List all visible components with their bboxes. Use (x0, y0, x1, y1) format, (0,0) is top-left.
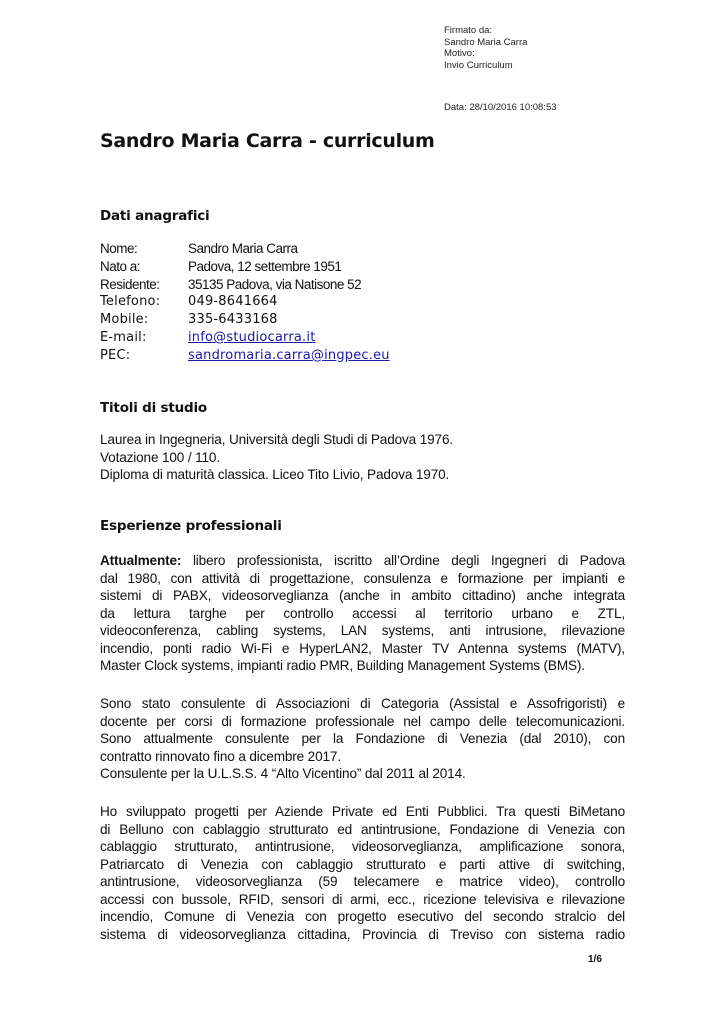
row-label: Nome: (100, 241, 138, 256)
paragraph-line: incendio, Comune di Venezia con progetto esecutivo del secondo stralcio del (100, 909, 625, 924)
row-mobile (100, 311, 390, 329)
row-value: Sandro Maria Carra (188, 241, 298, 256)
education-line: Votazione 100 / 110. (100, 449, 220, 465)
experience-paragraph-2 (100, 695, 625, 783)
signature-date: Data: 28/10/2016 10:08:53 (444, 102, 557, 113)
row-value: Padova, 12 settembre 1951 (188, 258, 342, 274)
page-title: Sandro Maria Carra - curriculum (100, 130, 435, 152)
paragraph-line: antintrusione, videosorveglianza (59 telecamere e matrice video), controllo (100, 874, 625, 889)
personal-data-table (100, 240, 390, 365)
row-label: PEC: (100, 347, 131, 363)
paragraph-line: sistema di videosorveglianza cittadina, Provincia di Treviso con sistema radio (100, 926, 625, 942)
pec-link[interactable]: sandromaria.carra@ingpec.eu (188, 347, 390, 363)
paragraph-line: incendio, ponti radio Wi-Fi e HyperLAN2, Master TV Antenna systems (MATV), (100, 640, 625, 656)
paragraph-line: cablaggio strutturato, antintrusione, videosorveglianza, amplificazione sonora, (100, 839, 625, 854)
row-label: Nato a: (100, 258, 141, 274)
row-value: 335-6433168 (188, 312, 278, 328)
paragraph-line: dal 1980, con attività di progettazione, consulenza e formazione per impianti e (100, 570, 625, 586)
paragraph-line: libero professionista, iscritto all’Ordine degli Ingegneri di Padova (192, 553, 625, 568)
row-label: E-mail: (100, 329, 147, 345)
paragraph-line: Ho sviluppato progetti per Aziende Private ed Enti Pubblici. Tra questi BiMetano (100, 804, 625, 819)
signature-line: Invio Curriculum (444, 59, 513, 71)
signature-line: Motivo: (444, 48, 475, 59)
row-birth (100, 258, 390, 276)
signature-line: Firmato da: (444, 25, 493, 36)
education-line: Laurea in Ingegneria, Università degli Studi di Padova 1976. (100, 432, 453, 447)
paragraph-line: contratto rinnovato fino a dicembre 2017. (100, 748, 341, 764)
row-value: 049-8641664 (188, 294, 278, 310)
row-label: Residente: (100, 276, 160, 292)
education-line: Diploma di maturità classica. Liceo Tito Livio, Padova 1970. (100, 467, 450, 482)
section-heading-education: Titoli di studio (100, 400, 207, 416)
row-phone (100, 293, 390, 311)
paragraph-line: docente per corsi di formazione professionale nel campo delle telecomunicazioni. (100, 713, 625, 729)
education-text (100, 431, 625, 484)
signature-block (444, 25, 527, 71)
row-email (100, 329, 390, 347)
row-value: 35135 Padova, via Natisone 52 (188, 276, 362, 292)
paragraph-line: accessi con bussole, RFID, sensori di armi, ecc., ricezione televisiva e rilevazione (100, 891, 625, 907)
row-name (100, 240, 390, 258)
page-number: 1/6 (588, 954, 602, 965)
experience-paragraph-1 (100, 552, 625, 675)
paragraph-line: di Belluno con cablaggio strutturato ed antintrusione, Fondazione di Venezia con (100, 821, 625, 837)
paragraph-line: Consulente per la U.L.S.S. 4 “Alto Vicentino” dal 2011 al 2014. (100, 766, 466, 781)
paragraph-line: da lettura targhe per controllo accessi al territorio urbano e ZTL, (100, 605, 625, 621)
experience-paragraph-3 (100, 803, 625, 943)
paragraph-line: videoconferenza, cabling systems, LAN systems, anti intrusione, rilevazione (100, 623, 625, 638)
section-heading-personal: Dati anagrafici (100, 208, 210, 224)
current-label: Attualmente: (100, 553, 182, 568)
email-link[interactable]: info@studiocarra.it (188, 329, 316, 345)
paragraph-line: sistemi di PABX, videosorveglianza (anche in ambito cittadino) anche integrata (100, 588, 625, 603)
paragraph-line: Sono attualmente consulente per la Fondazione di Venezia (dal 2010), con (100, 731, 625, 746)
row-pec (100, 347, 390, 365)
paragraph-line: Patriarcato di Venezia con cablaggio strutturato e parti attive di switching, (100, 856, 625, 872)
row-label: Telefono: (100, 294, 161, 310)
row-label: Mobile: (100, 312, 149, 328)
section-heading-experience: Esperienze professionali (100, 518, 282, 534)
row-residence (100, 276, 390, 294)
signature-line: Sandro Maria Carra (444, 36, 528, 48)
paragraph-line: Sono stato consulente di Associazioni di Categoria (Assistal e Assofrigoristi) e (100, 696, 625, 711)
paragraph-line: Master Clock systems, impianti radio PMR, Building Management Systems (BMS). (100, 658, 585, 673)
